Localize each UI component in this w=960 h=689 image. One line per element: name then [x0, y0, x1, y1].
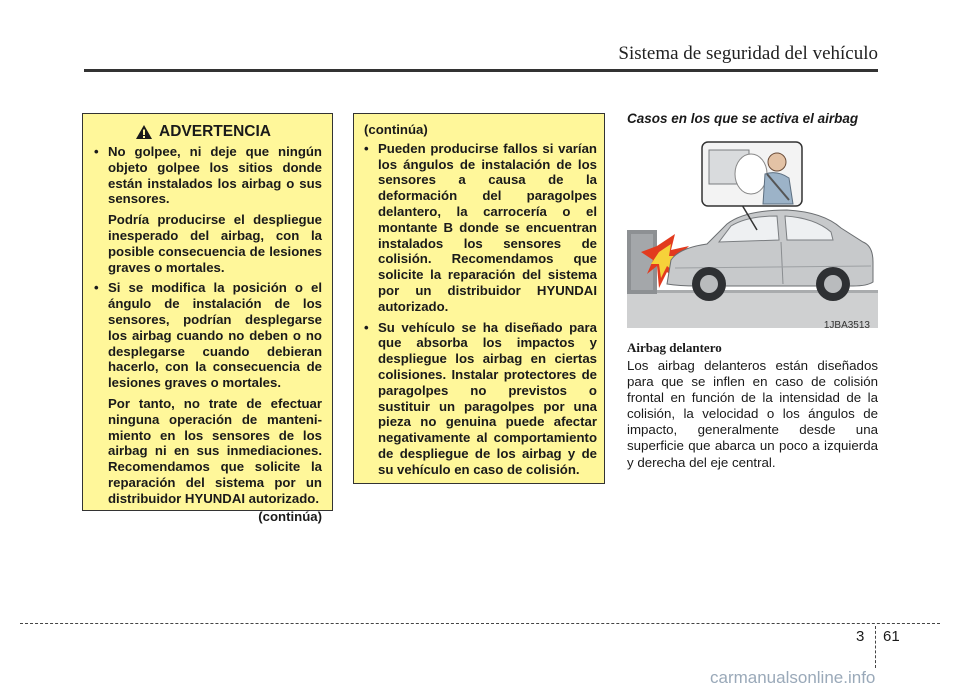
- airbag-illustration: [627, 134, 878, 333]
- warning-item-text: • Su vehículo se ha diseñado para que absorba los impactos y despliegue los airbag en ciertas colisiones. Instalar protectores de paragolpes no previstos o sustituir un paragolpes por una pieza no genuina puede afectar negativamente al comportamiento de despliegue de los airbag y de su vehículo en caso de colisión.: [378, 319, 597, 477]
- continued-label: (continúa): [364, 122, 428, 137]
- warning-item-text: Podría producirse el despliegue inesperado del airbag, con la posible consecuencia de lesiones graves o mortales.: [108, 212, 322, 275]
- warning-continued-box: [353, 113, 605, 484]
- watermark: carmanualsonline.info: [710, 668, 876, 687]
- warning-title: ADVERTENCIA: [159, 123, 271, 141]
- continued-label: (continúa): [258, 508, 322, 524]
- warning-heading: [84, 124, 322, 140]
- page-number: 61: [883, 628, 900, 645]
- body-paragraph: Los airbag delanteros están diseñados para que se inflen en caso de colisión frontal en función de la intensidad de la colisión, la velocidad o los ángulos de impacto, generalmente desde una superficie que abarca un poco a izquierda y derecha del eje central.: [627, 358, 878, 470]
- warning-list: [94, 144, 322, 507]
- warning-triangle-icon: [135, 124, 153, 140]
- warning-item-text: • Si se modifica la posición o el ángulo de instalación de los sensores, podrían desplegarse los airbag cuando no deben o no desplegarse cuando debieran hacerlo, con la consecuencia de lesiones graves o mortales.: [108, 280, 322, 391]
- header-rule: [84, 69, 878, 72]
- warning-item: [94, 144, 322, 275]
- warning-list: [364, 141, 597, 478]
- warning-item-text: • No golpee, ni deje que ningún objeto golpee los sitios donde están instalados los airbag o sus sensores.: [108, 144, 322, 207]
- warning-box: [82, 113, 333, 524]
- footer-rule: [20, 623, 940, 624]
- section-title: Casos en los que se activa el airbag: [627, 111, 859, 126]
- warning-item-text: • Pueden producirse fallos si varían los ángulos de instalación de los sensores a causa de la deformación del paragolpes delantero, la carrocería o el montante B donde se encuentran instalados los sensores de colisión. Recomendamos que solicite la reparación del sistema por un distribuidor HYUNDAI autorizado.: [378, 140, 597, 314]
- warning-item: [364, 141, 597, 315]
- figure-code: 1JBA3513: [823, 320, 870, 331]
- frontal-collision-illustration: [627, 134, 878, 333]
- warning-item-text: Por tanto, no trate de efectuar ninguna operación de manteni-miento en los sensores de los airbag ni en sus inmediaciones. Recomendamos que solicite la reparación del sistema por un distribuidor HYUNDAI autorizado.: [108, 395, 322, 506]
- page-separator: [875, 626, 876, 668]
- warning-item: [94, 280, 322, 506]
- header-title: Sistema de seguridad del vehículo: [618, 43, 878, 64]
- subsection-title: Airbag delantero: [627, 340, 722, 355]
- warning-item: [364, 320, 597, 478]
- chapter-number: 3: [856, 628, 865, 645]
